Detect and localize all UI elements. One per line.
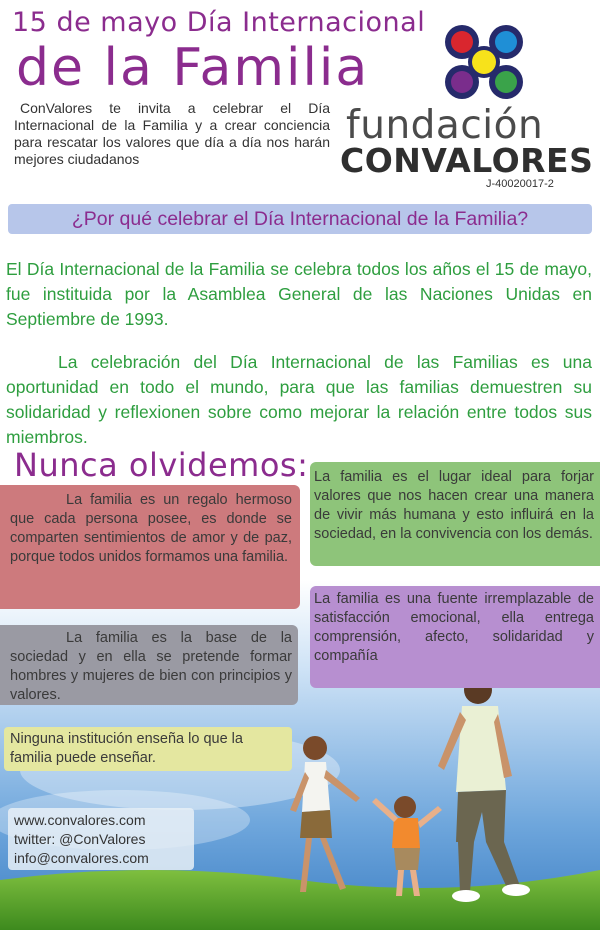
logo-flower-icon: [432, 20, 536, 106]
value-box-green-text: La familia es el lugar ideal para forjar valores que nos hacen crear una manera de vivir más humana y esto influirá en la sociedad, en la convivencia con los demás.: [314, 469, 594, 542]
paragraph-celebration: La celebración del Día Internacional de las Familias es una oportunidad en todo el mundo, para que las familias demuestren su solidaridad y reflexionen sobre como mejorar la relación entre todos sus miembros.: [6, 352, 592, 447]
value-box-yellow-text: Ninguna institución enseña lo que la familia puede enseñar.: [10, 731, 243, 766]
header-main-title: de la Familia: [16, 38, 370, 98]
header-date-title: 15 de mayo Día Internacional: [12, 7, 426, 38]
value-box-gray-text: La familia es la base de la sociedad y en ella se pretende formar hombres y mujeres de bien con principios y valores.: [10, 630, 292, 703]
contact-block: [8, 808, 194, 870]
value-box-purple-text: La familia es una fuente irremplazable de satisfacción emocional, ella entrega comprensión, afecto, solidaridad y compañía: [314, 591, 594, 664]
paragraph-history: El Día Internacional de la Familia se celebra todos los años el 15 de mayo, fue instituida por la Asamblea General de las Naciones Unidas en Septiembre de 1993.: [6, 259, 592, 329]
value-box-green: [310, 462, 600, 566]
section-heading: Nunca olvidemos:: [14, 446, 309, 484]
question-banner: [8, 204, 592, 234]
value-box-yellow: [4, 727, 292, 771]
contact-twitter-link[interactable]: twitter: @ConValores: [14, 831, 146, 847]
value-box-red-text: La familia es un regalo hermoso que cada persona posee, es donde se comparten sentimientos de amor y de paz, porque todos unidos formamos una familia.: [10, 492, 292, 565]
logo-wordmark-convalores: CONVALORES: [340, 141, 594, 180]
contact-email-link[interactable]: info@convalores.com: [14, 850, 149, 866]
logo-rif-number: J-40020017-2: [486, 178, 554, 190]
contact-website-link[interactable]: www.convalores.com: [14, 812, 146, 828]
intro-text: ConValores te invita a celebrar el Día Internacional de la Familia y a crear conciencia para rescatar los valores que día a día nos harán mejores ciudadanos: [14, 100, 330, 167]
value-box-gray: [0, 625, 298, 705]
value-box-red: [0, 485, 300, 609]
logo-wordmark-fundacion: fundación: [346, 103, 544, 148]
question-text: ¿Por qué celebrar el Día Internacional de la Familia?: [71, 208, 529, 230]
value-box-purple: [310, 586, 600, 688]
